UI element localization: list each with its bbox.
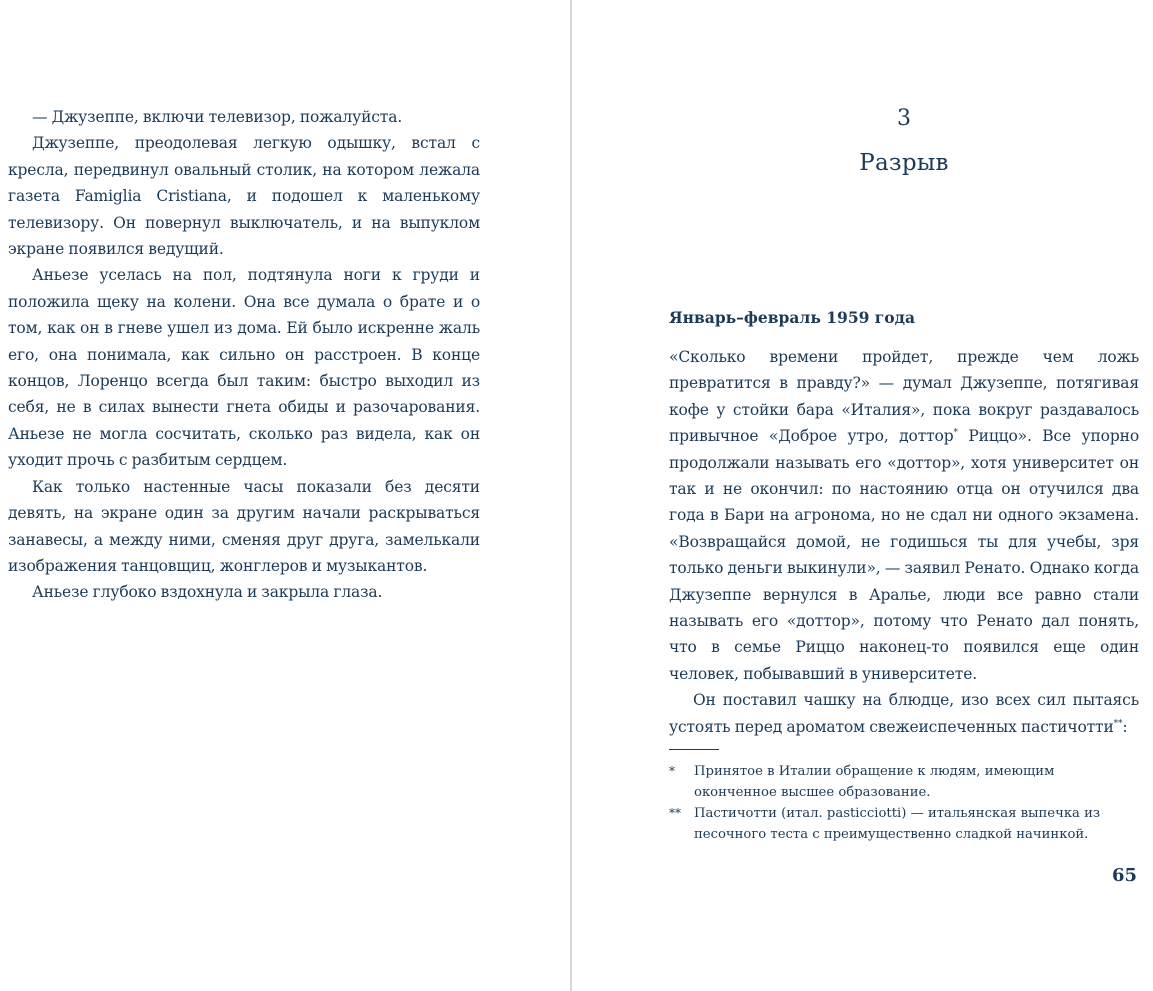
right-paragraph-1-text-a: «Сколько времени пройдет, прежде чем ложь превратится в правду?» — думал Джузеппе, потягивая кофе у стойки бара «Италия», пока вокруг раздавалось привычное «Доброе утро, доттор: [669, 348, 1139, 446]
left-paragraph-2: Джузеппе, преодолевая легкую одышку, встал с кресла, передвинул овальный столик, на котором лежала газета Famiglia Cristiana, и подошел к маленькому телевизору. Он повернул выключатель, и на выпуклом экране появился ведущий.: [8, 134, 480, 259]
chapter-title: Разрыв: [859, 150, 949, 176]
left-paragraph-5: Аньезе глубоко вздохнула и закрыла глаза.: [32, 583, 383, 602]
book-spine-divider: [570, 0, 572, 991]
footnote-1-text: Принятое в Италии обращение к людям, имеющим оконченное высшее образование.: [694, 764, 1055, 800]
footnote-2: [669, 803, 1139, 845]
right-page-body: [669, 344, 1139, 740]
left-paragraph-4: Как только настенные часы показали без десяти девять, на экране один за другим начали раскрываться занавесы, а между ними, сменяя друг друга, замелькали изображения танцовщиц, жонглеров и музыкантов.: [8, 477, 480, 575]
footnote-2-marker: **: [669, 806, 681, 820]
footnote-2-text: Пастичотти (итал. pasticciotti) — итальянская выпечка из песочного теста с преимущественно сладкой начинкой.: [694, 806, 1101, 842]
chapter-number: 3: [897, 106, 911, 131]
footnote-ref-1: *: [953, 428, 958, 439]
footnote-1-marker: *: [669, 764, 675, 778]
footnote-separator: [669, 749, 719, 750]
right-paragraph-2-text-a: Он поставил чашку на блюдце, изо всех сил пытаясь устоять перед ароматом свежеиспеченных пастичотти: [669, 691, 1139, 736]
right-paragraph-1: [669, 344, 1139, 687]
left-paragraph-1: — Джузеппе, включи телевизор, пожалуйста.: [32, 108, 403, 126]
footnote-1: [669, 761, 1139, 803]
footnotes: [669, 761, 1139, 845]
left-page: [8, 104, 480, 606]
right-paragraph-1-text-b: Риццо». Все упорно продолжали называть его «доттор», хотя университет он так и не окончил: по настоянию отца он отучился два года в Бари на агронома, но не сдал ни одного экзамена. «Возвращайся домой, не годишься ты для учебы, зря только деньги выкинули», — заявил Ренато. Однако когда Джузеппе вернулся в Аралье, люди все равно стали называть его «доттор», потому что Ренато дал понять, что в семье Риццо наконец-то появился еще один человек, побывавший в университете.: [669, 427, 1139, 683]
footnote-ref-2: **: [1113, 718, 1123, 729]
section-date-heading: Январь–февраль 1959 года: [669, 308, 916, 327]
right-paragraph-2: [669, 687, 1139, 740]
right-paragraph-2-text-b: :: [1122, 717, 1128, 736]
page-number: 65: [1111, 865, 1137, 886]
left-paragraph-3: Аньезе уселась на пол, подтянула ноги к груди и положила щеку на колени. Она все думала о брате и о том, как он в гневе ушел из дома. Ей было искренне жаль его, она понимала, как сильно он расстроен. В конце концов, Лоренцо всегда был таким: быстро выходил из себя, не в силах вынести гнета обиды и разочарования. Аньезе не могла сосчитать, сколько раз видела, как он уходит прочь с разбитым сердцем.: [8, 266, 480, 470]
